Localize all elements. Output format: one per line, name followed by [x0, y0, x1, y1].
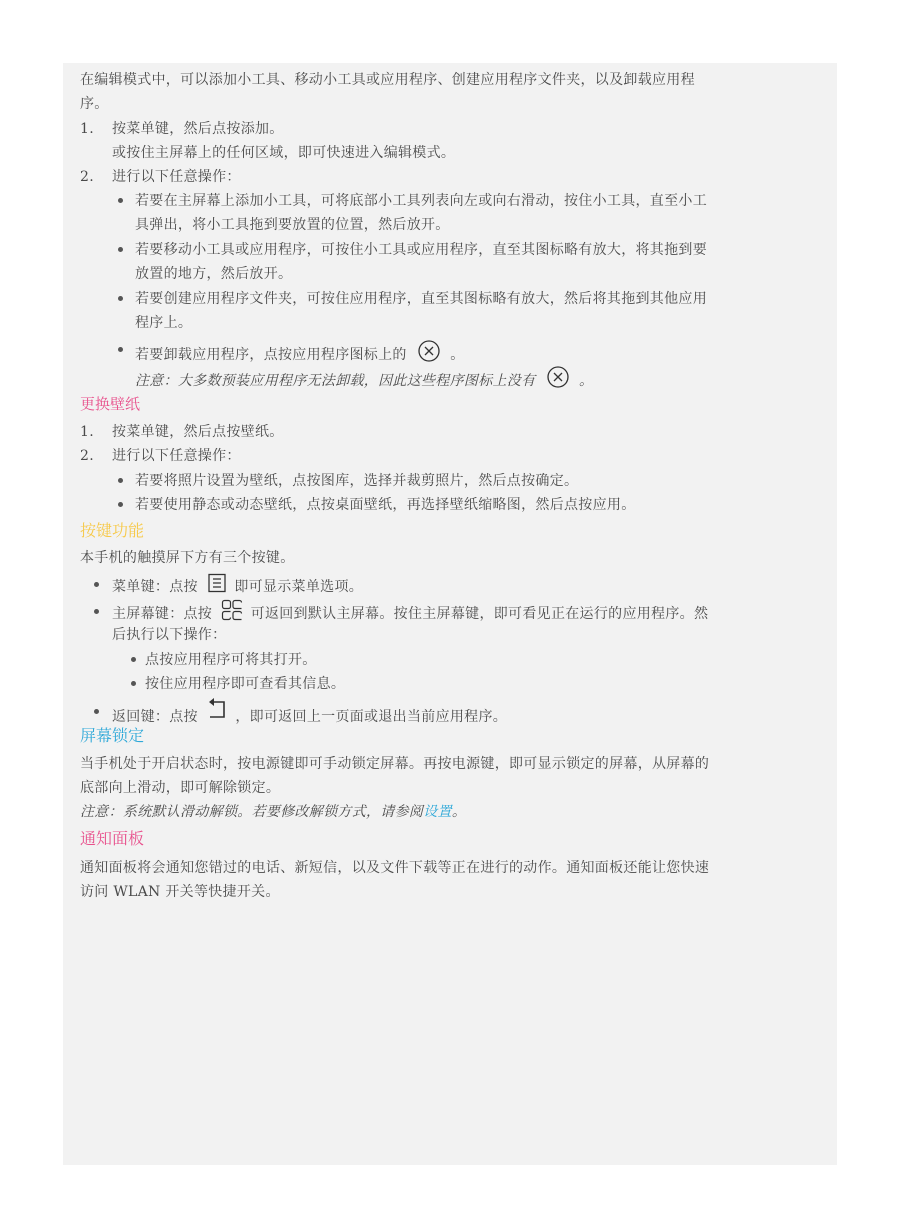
bullet-dot: [131, 657, 136, 662]
bullet-move-line-2: 放置的地方，然后放开。: [135, 266, 293, 282]
intro-line-1: 在编辑模式中，可以添加小工具、移动小工具或应用程序、创建应用程序文件夹，以及卸载应用程: [80, 72, 695, 88]
section-heading-lock: 屏幕锁定: [80, 726, 145, 745]
menu-icon: [207, 573, 227, 601]
home-grid-icon: [221, 599, 243, 629]
wallpaper-bullet-live: 若要使用静态或动态壁纸，点按桌面壁纸，再选择壁纸缩略图，然后点按应用。: [135, 497, 636, 513]
bullet-folder-line-1: 若要创建应用程序文件夹，可按住应用程序，直至其图标略有放大，然后将其拖到其他应用: [135, 291, 707, 307]
keys-menu: 菜单键：点按 即可显示菜单选项。: [112, 573, 363, 597]
section-heading-keys: 按键功能: [80, 521, 145, 540]
bullet-add-widget-line-2: 具弹出，将小工具拖到要放置的位置，然后放开。: [135, 217, 450, 233]
keys-back: 返回键：点按 ，即可返回上一页面或退出当前应用程序。: [112, 697, 507, 723]
bullet-folder-line-2: 程序上。: [135, 315, 193, 331]
keys-home-line-2: 后执行以下操作：: [112, 627, 227, 643]
bullet-dot: [118, 347, 123, 352]
step-1: 1. 按菜单键，然后点按添加。: [80, 121, 284, 137]
lock-note: 注意：系统默认滑动解锁。若要修改解锁方式，请参阅设置。: [80, 804, 467, 820]
bullet-dot: [118, 198, 123, 203]
bullet-dot: [118, 247, 123, 252]
close-circle-icon: [546, 365, 570, 397]
section-heading-notify: 通知面板: [80, 829, 145, 848]
keys-sub-info: 按住应用程序即可查看其信息。: [145, 676, 346, 692]
bullet-dot: [118, 502, 123, 507]
back-icon: [207, 697, 229, 732]
uninstall-note: 注意：大多数预装应用程序无法卸载，因此这些程序图标上没有 。: [135, 365, 593, 389]
wallpaper-bullet-photo: 若要将照片设置为壁纸，点按图库，选择并裁剪照片，然后点按确定。: [135, 473, 579, 489]
notify-line-2: 访问 WLAN 开关等快捷开关。: [80, 884, 280, 900]
bullet-add-widget-line-1: 若要在主屏幕上添加小工具，可将底部小工具列表向左或向右滑动，按住小工具，直至小工: [135, 193, 707, 209]
lock-line-1: 当手机处于开启状态时，按电源键即可手动锁定屏幕。再按电源键，即可显示锁定的屏幕，从屏幕的: [80, 756, 710, 772]
notify-line-1: 通知面板将会通知您错过的电话、新短信，以及文件下载等正在进行的动作。通知面板还能让您快速: [80, 860, 710, 876]
document-page: [63, 63, 837, 1165]
keys-sub-open: 点按应用程序可将其打开。: [145, 652, 317, 668]
step-2: 2. 进行以下任意操作：: [80, 169, 241, 185]
step-1-alt: 或按住主屏幕上的任何区域，即可快速进入编辑模式。: [112, 145, 456, 161]
bullet-dot: [118, 296, 123, 301]
lock-line-2: 底部向上滑动，即可解除锁定。: [80, 780, 281, 796]
bullet-dot: [94, 582, 99, 587]
keys-intro: 本手机的触摸屏下方有三个按键。: [80, 550, 295, 566]
bullet-dot: [131, 681, 136, 686]
bullet-dot: [94, 609, 99, 614]
bullet-dot: [118, 478, 123, 483]
bullet-dot: [94, 709, 99, 714]
settings-link[interactable]: 设置: [423, 804, 452, 820]
keys-home: 主屏幕键：点按 可返回到默认主屏幕。按住主屏幕键，即可看见正在运行的应用程序。然: [112, 599, 708, 623]
wallpaper-step-2: 2. 进行以下任意操作：: [80, 448, 241, 464]
wallpaper-step-1: 1. 按菜单键，然后点按壁纸。: [80, 424, 284, 440]
intro-line-2: 序。: [80, 96, 109, 112]
bullet-move-line-1: 若要移动小工具或应用程序，可按住小工具或应用程序，直至其图标略有放大，将其拖到要: [135, 242, 707, 258]
bullet-uninstall: 若要卸载应用程序，点按应用程序图标上的 。: [135, 339, 465, 363]
section-heading-wallpaper: 更换壁纸: [80, 395, 141, 413]
